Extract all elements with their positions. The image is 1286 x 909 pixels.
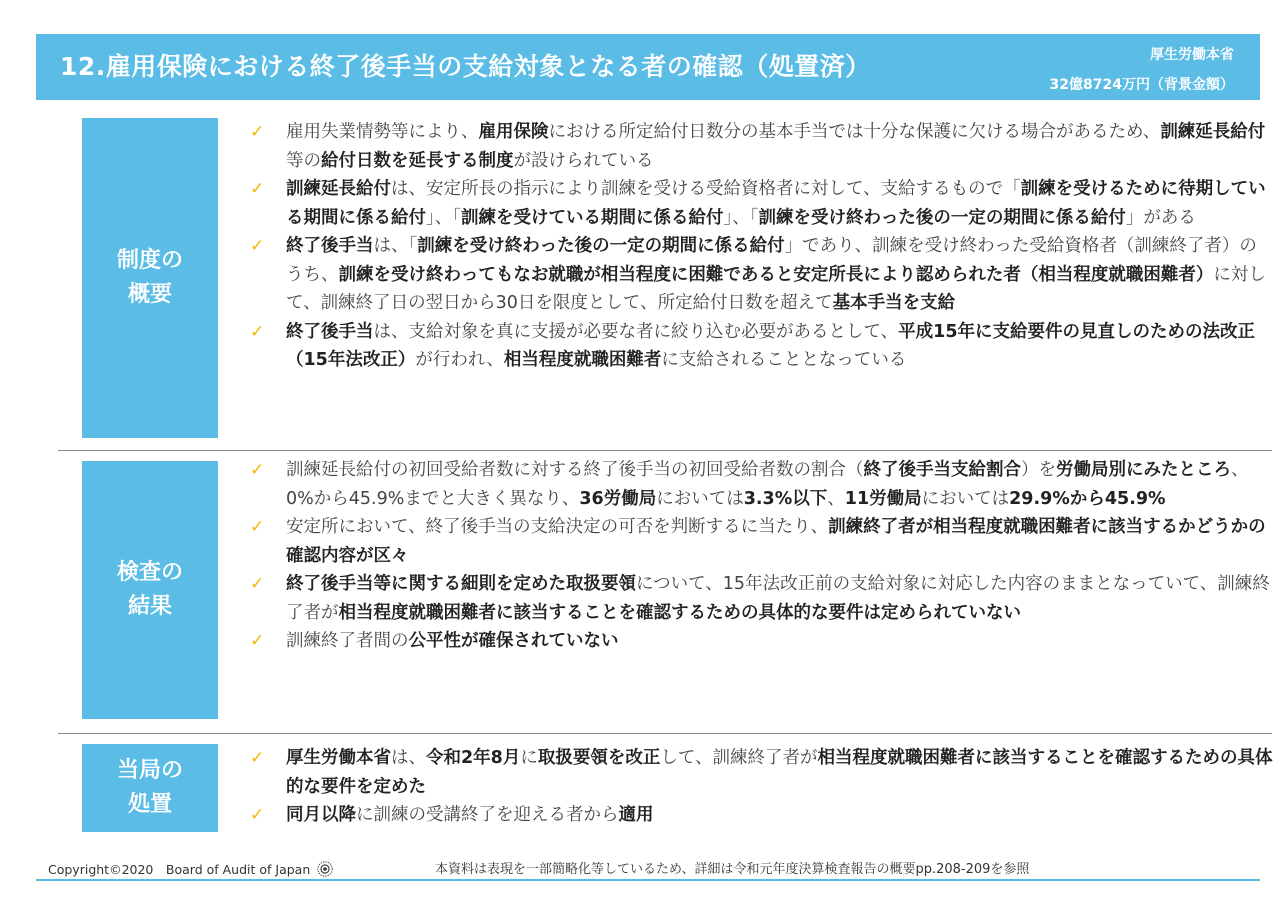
bullet-text: 」であり、訓練を受け終わった受給資格者（訓練終了者）のうち、: [286, 236, 1257, 285]
bullet-text-bold: 訓練を受けている期間に係る給付: [461, 207, 724, 228]
section-label-line2: 概要: [127, 282, 172, 307]
checkmark-icon: ✓: [250, 748, 265, 768]
bullet-text-bold: 訓練を受けるために待期している期間に係る給付: [286, 179, 1266, 228]
bullet-item: [248, 318, 1273, 375]
bullet-text: 雇用失業情勢等により、: [286, 122, 479, 142]
bullet-item: [248, 570, 1273, 627]
bullet-text-bold: 29.9%から45.9%: [1009, 488, 1166, 509]
bullet-text-bold: 相当程度就職困難者に該当することを確認するための具体的な要件を定めた: [286, 748, 1273, 797]
bullet-text: に: [520, 748, 538, 768]
bullet-text-bold: 給付日数を延長する制度: [321, 150, 514, 171]
bullet-item: [248, 744, 1273, 801]
section-label-line1: 当局の: [116, 758, 183, 783]
bullet-text: 等の: [286, 150, 321, 171]
bullet-text: が設けられている: [513, 150, 654, 171]
section-divider: [58, 733, 1272, 734]
bullet-text-bold: 36労働局: [579, 488, 657, 509]
bullet-text: に支給されることとなっている: [661, 350, 907, 370]
bullet-item: [248, 513, 1273, 570]
bullet-text-bold: 基本手当を支給: [832, 293, 956, 313]
page-title: 12.雇用保険における終了後手当の支給対象となる者の確認（処置済）: [60, 52, 871, 81]
section-label-line1: 制度の: [116, 248, 183, 273]
bullet-text: 」がある: [1125, 207, 1196, 228]
bullet-text-bold: 訓練延長給付: [1160, 122, 1266, 142]
section-label-line1: 検査の: [116, 560, 183, 585]
bullet-text: ）を: [1021, 460, 1056, 480]
bullet-text-bold: 公平性が確保されていない: [408, 631, 619, 651]
bullet-item: [248, 232, 1273, 318]
board-seal-icon: [316, 860, 334, 878]
ministry-label: 厚生労働本省: [1150, 47, 1234, 63]
bullet-text: においては: [921, 488, 1010, 509]
checkmark-icon: ✓: [250, 574, 265, 594]
amount-label: 32億8724万円（背景金額）: [1049, 77, 1234, 93]
bullet-text: について、15年法改正前の支給対象に対応した内容のままとなっていて、訓練終了者が: [286, 574, 1270, 623]
bullet-text-bold: 11労働局: [844, 488, 922, 509]
section-label-overview: [82, 118, 218, 438]
checkmark-icon: ✓: [250, 805, 265, 825]
findings-list: [248, 456, 1273, 656]
bullet-text: 」、「: [723, 207, 759, 228]
bullet-item: [248, 456, 1273, 513]
footer-rule: [36, 879, 1260, 881]
bullet-text: における所定給付日数分の基本手当では十分な保護に欠ける場合があるため、: [548, 122, 1161, 142]
bullet-item: [248, 801, 1273, 830]
bullet-text-bold: 相当程度就職困難者に該当することを確認するための具体的な要件は定められていない: [338, 602, 1021, 623]
bullet-text-bold: 雇用保険: [478, 122, 549, 142]
bullet-item: [248, 627, 1273, 656]
bullet-text: は、「: [373, 236, 418, 256]
checkmark-icon: ✓: [250, 631, 265, 651]
bullet-text: は、安定所長の指示により訓練を受ける受給資格者に対して、支給するもので「: [391, 179, 1021, 199]
bullet-text-bold: 平成15年に支給要件の見直しのための法改正（15年法改正）: [286, 321, 1256, 370]
bullet-text-bold: 同月以降: [286, 805, 356, 825]
bullet-text: 安定所において、終了後手当の支給決定の可否を判断するに当たり、: [286, 517, 829, 537]
bullet-text: が行われ、: [415, 350, 504, 370]
section-label-line2: 処置: [127, 792, 172, 817]
bullet-text-bold: 訓練を受け終わった後の一定の期間に係る給付: [417, 236, 785, 256]
bullet-text-bold: 訓練を受け終わった後の一定の期間に係る給付: [758, 207, 1126, 228]
bullet-text-bold: 終了後手当: [286, 321, 374, 342]
checkmark-icon: ✓: [250, 517, 265, 537]
section-label-findings: [82, 461, 218, 719]
bullet-text: 訓練延長給付の初回受給者数に対する終了後手当の初回受給者数の割合（: [286, 460, 864, 480]
bullet-text: に対して、訓練終了日の翌日から30日を限度として、所定給付日数を超えて: [286, 264, 1266, 313]
bullet-text-bold: 3.3%以下: [743, 488, 828, 509]
bullet-text-bold: 訓練終了者が相当程度就職困難者に該当するかどうかの確認内容が区々: [286, 517, 1266, 566]
bullet-text: 、0%から45.9%までと大きく異なり、: [286, 460, 1249, 509]
overview-list: [248, 118, 1273, 375]
measures-list: [248, 744, 1273, 830]
bullet-text-bold: 労働局別にみたところ: [1056, 460, 1231, 480]
checkmark-icon: ✓: [250, 321, 265, 342]
bullet-text-bold: 訓練延長給付: [286, 179, 391, 199]
bullet-text-bold: 終了後手当支給割合: [863, 460, 1021, 480]
bullet-text-bold: 終了後手当等に関する細則を定めた取扱要領: [286, 574, 636, 594]
section-divider: [58, 450, 1272, 451]
section-label-measures: [82, 744, 218, 832]
bullet-text-bold: 終了後手当: [286, 236, 374, 256]
copyright-text: Copyright©2020 Board of Audit of Japan: [48, 862, 311, 877]
checkmark-icon: ✓: [250, 122, 265, 142]
bullet-text-bold: 相当程度就職困難者: [503, 350, 662, 370]
bullet-text: は、支給対象を真に支援が必要な者に絞り込む必要があるとして、: [373, 321, 899, 342]
bullet-text: においては: [656, 488, 744, 509]
bullet-text: 」、「: [426, 207, 461, 228]
footer-note: 本資料は表現を一部簡略化等しているため、詳細は令和元年度決算検査報告の概要pp.208-209を参照: [435, 862, 1030, 877]
bullet-text-bold: 厚生労働本省: [286, 748, 391, 768]
footer-copyright: [48, 860, 334, 878]
bullet-item: [248, 175, 1273, 232]
bullet-text-bold: 適用: [618, 805, 654, 825]
bullet-text-bold: 取扱要領を改正: [537, 748, 661, 768]
title-banner: [36, 34, 1260, 100]
bullet-text: 、: [827, 488, 845, 509]
checkmark-icon: ✓: [250, 460, 265, 480]
bullet-text: に訓練の受講終了を迎える者から: [356, 805, 619, 825]
bullet-text-bold: 訓練を受け終わってもなお就職が相当程度に困難であると安定所長により認められた者（相当程度就職困難者）: [338, 264, 1214, 285]
checkmark-icon: ✓: [250, 179, 265, 199]
section-label-line2: 結果: [127, 594, 172, 619]
bullet-item: [248, 118, 1273, 175]
checkmark-icon: ✓: [250, 236, 265, 256]
bullet-text: して、訓練終了者が: [660, 748, 818, 768]
bullet-text: は、: [391, 748, 426, 768]
bullet-text-bold: 令和2年8月: [426, 748, 521, 768]
bullet-text: 訓練終了者間の: [286, 631, 409, 651]
